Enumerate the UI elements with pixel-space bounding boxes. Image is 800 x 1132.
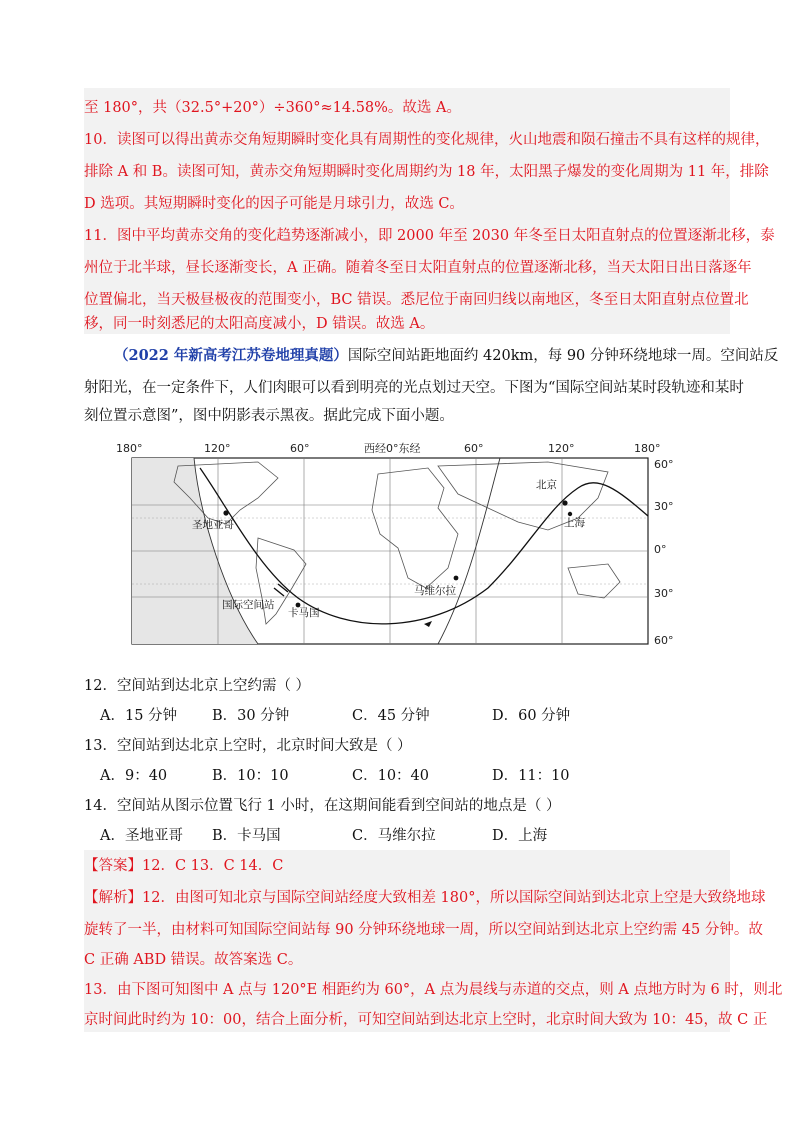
- answer-key: 【答案】12．C 13．C 14．C: [84, 858, 284, 874]
- option[interactable]: C．45 分钟: [352, 708, 430, 724]
- answer-11-line: 11．图中平均黄赤交角的变化趋势逐渐减小，即 2000 年至 2030 年冬至日太阳直射点的位置逐渐北移，泰: [84, 228, 775, 244]
- option[interactable]: D．60 分钟: [492, 708, 571, 724]
- answer-10-line: 10．读图可以得出黄赤交角短期瞬时变化具有周期性的变化规律，火山地震和陨石撞击不具有这样的规律，: [84, 132, 770, 148]
- question-12-stem: 12．空间站到达北京上空约需（ ）: [84, 678, 311, 694]
- label-kamaguo: 卡马国: [288, 607, 320, 619]
- lat-label: 30°: [654, 587, 674, 600]
- lat-label: 30°: [654, 500, 674, 513]
- question-14-options: [100, 826, 720, 846]
- analysis-12-line: C 正确 ABD 错误。故答案选 C。: [84, 952, 303, 968]
- lon-label: 180°: [116, 442, 143, 455]
- intro-line: 射阳光，在一定条件下，人们肉眼可以看到明亮的光点划过天空。下图为“国际空间站某时段轨迹和某时: [84, 380, 744, 396]
- lon-label: 60°: [464, 442, 484, 455]
- option[interactable]: B．10：10: [212, 768, 289, 784]
- label-iss: 国际空间站: [222, 599, 275, 611]
- option[interactable]: C．10：40: [352, 768, 429, 784]
- label-shengdiyage: 圣地亚哥: [192, 519, 234, 531]
- point-beijing: [562, 500, 567, 505]
- option[interactable]: D．上海: [492, 828, 548, 844]
- question-14-stem: 14．空间站从图示位置飞行 1 小时，在这期间能看到空间站的地点是（ ）: [84, 798, 561, 814]
- question-13-stem: 13．空间站到达北京上空时，北京时间大致是（ ）: [84, 738, 412, 754]
- point-shengdiyage: [223, 510, 228, 515]
- lon-label: 西经0°东经: [364, 442, 421, 455]
- analysis-12-line: 【解析】12．由图可知北京与国际空间站经度大致相差 180°，所以国际空间站到达北京上空是大致绕地球: [84, 890, 766, 906]
- point-shanghai: [568, 512, 572, 516]
- intro-line: 刻位置示意图”，图中阴影表示黑夜。据此完成下面小题。: [84, 408, 454, 424]
- answer-10-line: D 选项。其短期瞬时变化的因子可能是月球引力，故选 C。: [84, 196, 464, 212]
- option[interactable]: A．9：40: [100, 768, 168, 784]
- answer-line: 至 180°，共（32.5°+20°）÷360°≈14.58%。故选 A。: [84, 100, 462, 116]
- lon-label: 120°: [548, 442, 575, 455]
- analysis-13-line: 13．由下图可知图中 A 点与 120°E 相距约为 60°，A 点为晨线与赤道的交点，则 A 点地方时为 6 时，则北: [84, 982, 783, 998]
- label-beijing: 北京: [536, 479, 557, 491]
- lat-label: 0°: [654, 543, 667, 556]
- answer-band-bottom: [84, 850, 783, 1032]
- source-tag: （2022 年新高考江苏卷地理真题）: [114, 347, 348, 364]
- question-12-options: [100, 706, 720, 726]
- lon-label: 60°: [290, 442, 310, 455]
- option[interactable]: B．卡马国: [212, 828, 281, 844]
- option[interactable]: A．15 分钟: [100, 708, 178, 724]
- analysis-13-line: 京时间此时约为 10：00，结合上面分析，可知空间站到达北京上空时，北京时间大致为 10：45，故 C 正: [84, 1012, 768, 1028]
- intro-text: 国际空间站距地面约 420km，每 90 分钟环绕地球一周。空间站反: [347, 348, 779, 364]
- answer-11-line: 移，同一时刻悉尼的太阳高度减小，D 错误。故选 A。: [84, 316, 435, 332]
- iss-orbit-map: [108, 438, 688, 650]
- analysis-12-line: 旋转了一半，由材料可知国际空间站每 90 分钟环绕地球一周，所以空间站到达北京上空约需 45 分钟。故: [84, 922, 763, 938]
- lat-label: 60°: [654, 458, 674, 471]
- option[interactable]: C．马维尔拉: [352, 828, 436, 844]
- label-maweierla: 马维尔拉: [414, 585, 456, 597]
- answer-11-line: 州位于北半球，昼长逐渐变长，A 正确。随着冬至日太阳直射点的位置逐渐北移，当天太阳日出日落逐年: [84, 260, 752, 276]
- label-shanghai: 上海: [564, 517, 585, 529]
- lat-label: 60°: [654, 634, 674, 647]
- answer-10-line: 排除 A 和 B。读图可知，黄赤交角短期瞬时变化周期约为 18 年，太阳黑子爆发的变化周期为 11 年，排除: [84, 164, 769, 180]
- option[interactable]: B．30 分钟: [212, 708, 290, 724]
- question-13-options: [100, 766, 720, 786]
- answer-11-line: 位置偏北，当天极昼极夜的范围变小，BC 错误。悉尼位于南回归线以南地区，冬至日太阳直射点位置北: [84, 292, 749, 308]
- option[interactable]: A．圣地亚哥: [100, 828, 183, 844]
- lon-label: 120°: [204, 442, 231, 455]
- intro-line: [114, 346, 779, 366]
- point-maweierla: [454, 576, 459, 581]
- lon-label: 180°: [634, 442, 661, 455]
- option[interactable]: D．11：10: [492, 768, 570, 784]
